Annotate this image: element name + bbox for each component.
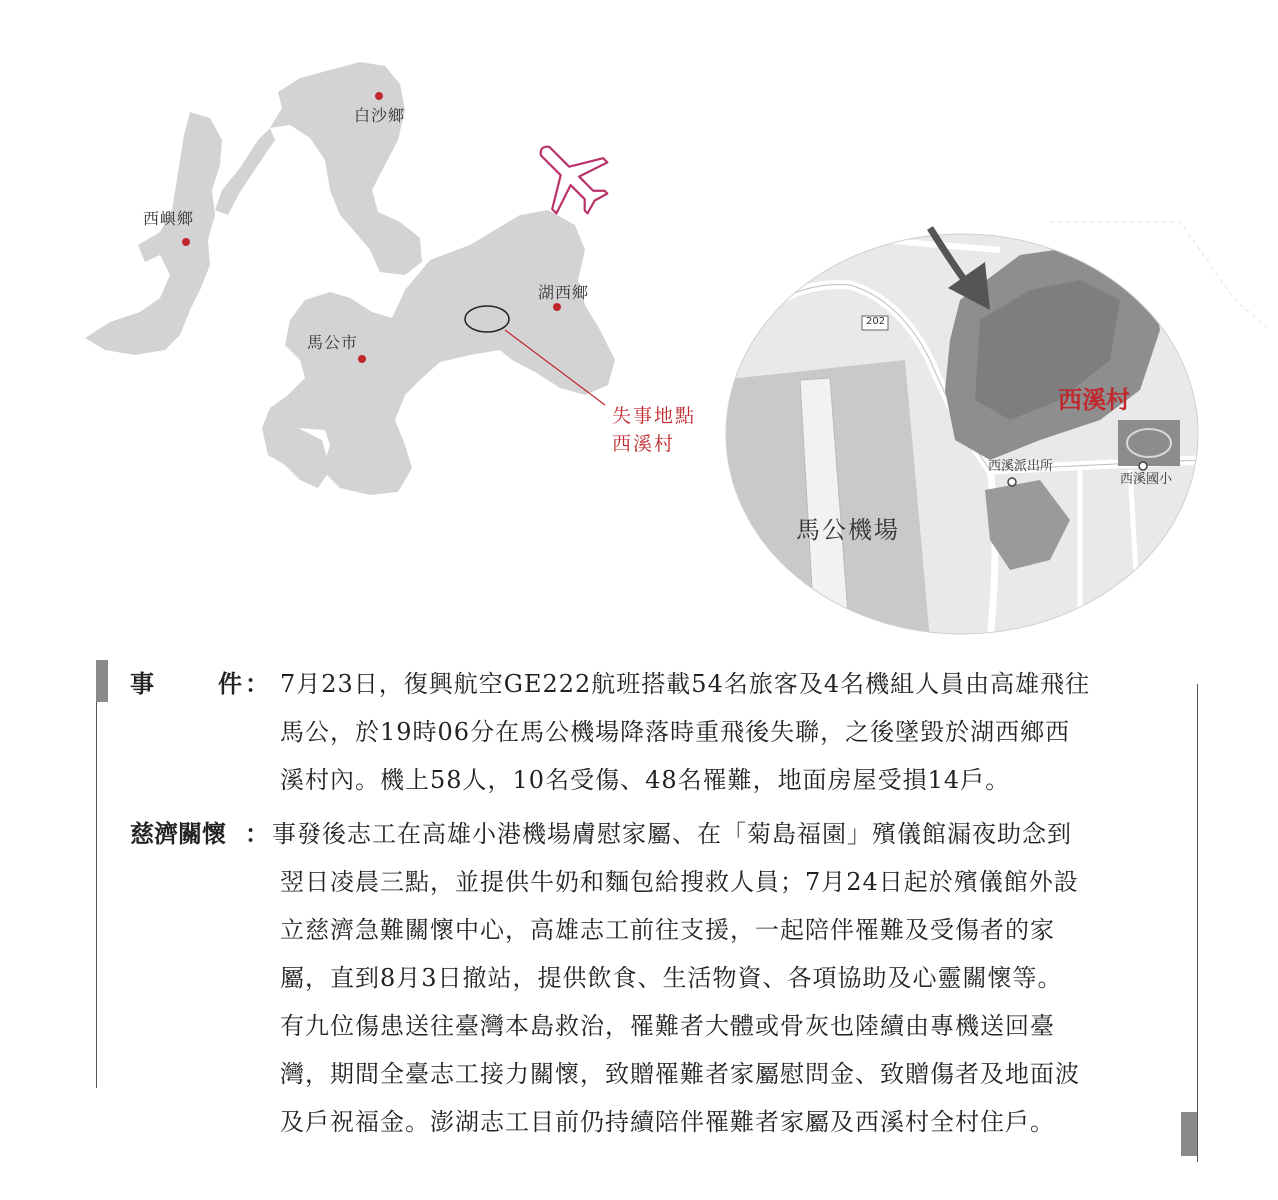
- road-number: 202: [866, 316, 886, 327]
- bridge-strip: [215, 128, 275, 215]
- event-line: 馬公，於19時06分在馬公機場降落時重飛後失聯，之後墜毀於湖西鄉西: [280, 718, 1071, 746]
- event-paragraph: [280, 660, 1090, 804]
- southern-peninsula: [262, 428, 330, 488]
- xiyu-dot: [182, 238, 190, 246]
- xiyu-island: [85, 112, 222, 355]
- care-line: 屬，直到8月3日撤站，提供飲食、生活物資、各項協助及心靈關懷等。: [280, 964, 1063, 992]
- event-line: 溪村內。機上58人，10名受傷、48名罹難，地面房屋受損14戶。: [280, 766, 1011, 794]
- care-line: 翌日凌晨三點，並提供牛奶和麵包給搜救人員；7月24日起於殯儀館外設: [280, 868, 1079, 896]
- event-term-second: 件: [218, 670, 242, 698]
- event-term-first: 事: [130, 670, 154, 698]
- islands: [85, 62, 615, 495]
- event-line: 7月23日，復興航空GE222航班搭載54名旅客及4名機組人員由高雄飛往: [280, 670, 1091, 698]
- left-rule: [96, 702, 97, 1088]
- inset-village-label: 西溪村: [1058, 385, 1130, 414]
- care-term: 慈濟關懷: [130, 820, 226, 848]
- care-line: 有九位傷患送往臺灣本島救治，罹難者大體或骨灰也陸續由專機送回臺: [280, 1012, 1055, 1040]
- police-station-label: 西溪派出所: [988, 459, 1054, 474]
- care-colon: ：: [245, 820, 269, 848]
- magong-dot: [358, 355, 366, 363]
- huxi-dot: [553, 303, 561, 311]
- label-magong: 馬公市: [307, 333, 359, 352]
- baisha-island: [270, 62, 422, 275]
- care-line: 事發後志工在高雄小港機場膚慰家屬、在「菊島福園」殯儀館漏夜助念到: [272, 820, 1072, 848]
- label-huxi: 湖西鄉: [538, 283, 590, 302]
- label-baisha: 白沙鄉: [354, 106, 406, 125]
- event-colon: ：: [245, 670, 269, 698]
- baisha-dot: [375, 92, 383, 100]
- care-paragraph: [272, 810, 1080, 1146]
- crash-site-line-1: 失事地點: [612, 405, 697, 427]
- care-line: 及戶祝福金。澎湖志工目前仍持續陪伴罹難者家屬及西溪村全村住戶。: [280, 1108, 1055, 1136]
- article-section: [0, 650, 1278, 1200]
- right-rule: [1197, 684, 1198, 1162]
- airport-label: 馬公機場: [796, 516, 900, 544]
- school-label: 西溪國小: [1120, 472, 1173, 487]
- care-line: 灣，期間全臺志工接力關懷，致贈罹難者家屬慰問金、致贈傷者及地面波: [280, 1060, 1080, 1088]
- crash-site-line-2: 西溪村: [612, 433, 676, 455]
- left-bar-top: [96, 660, 108, 702]
- police-station-icon: [1008, 478, 1016, 486]
- care-line: 立慈濟急難關懷中心，高雄志工前往支援，一起陪伴罹難及受傷者的家: [280, 916, 1055, 944]
- crash-site-label: [612, 402, 696, 458]
- label-xiyu: 西嶼鄉: [143, 209, 195, 228]
- right-bar-bottom: [1181, 1112, 1197, 1156]
